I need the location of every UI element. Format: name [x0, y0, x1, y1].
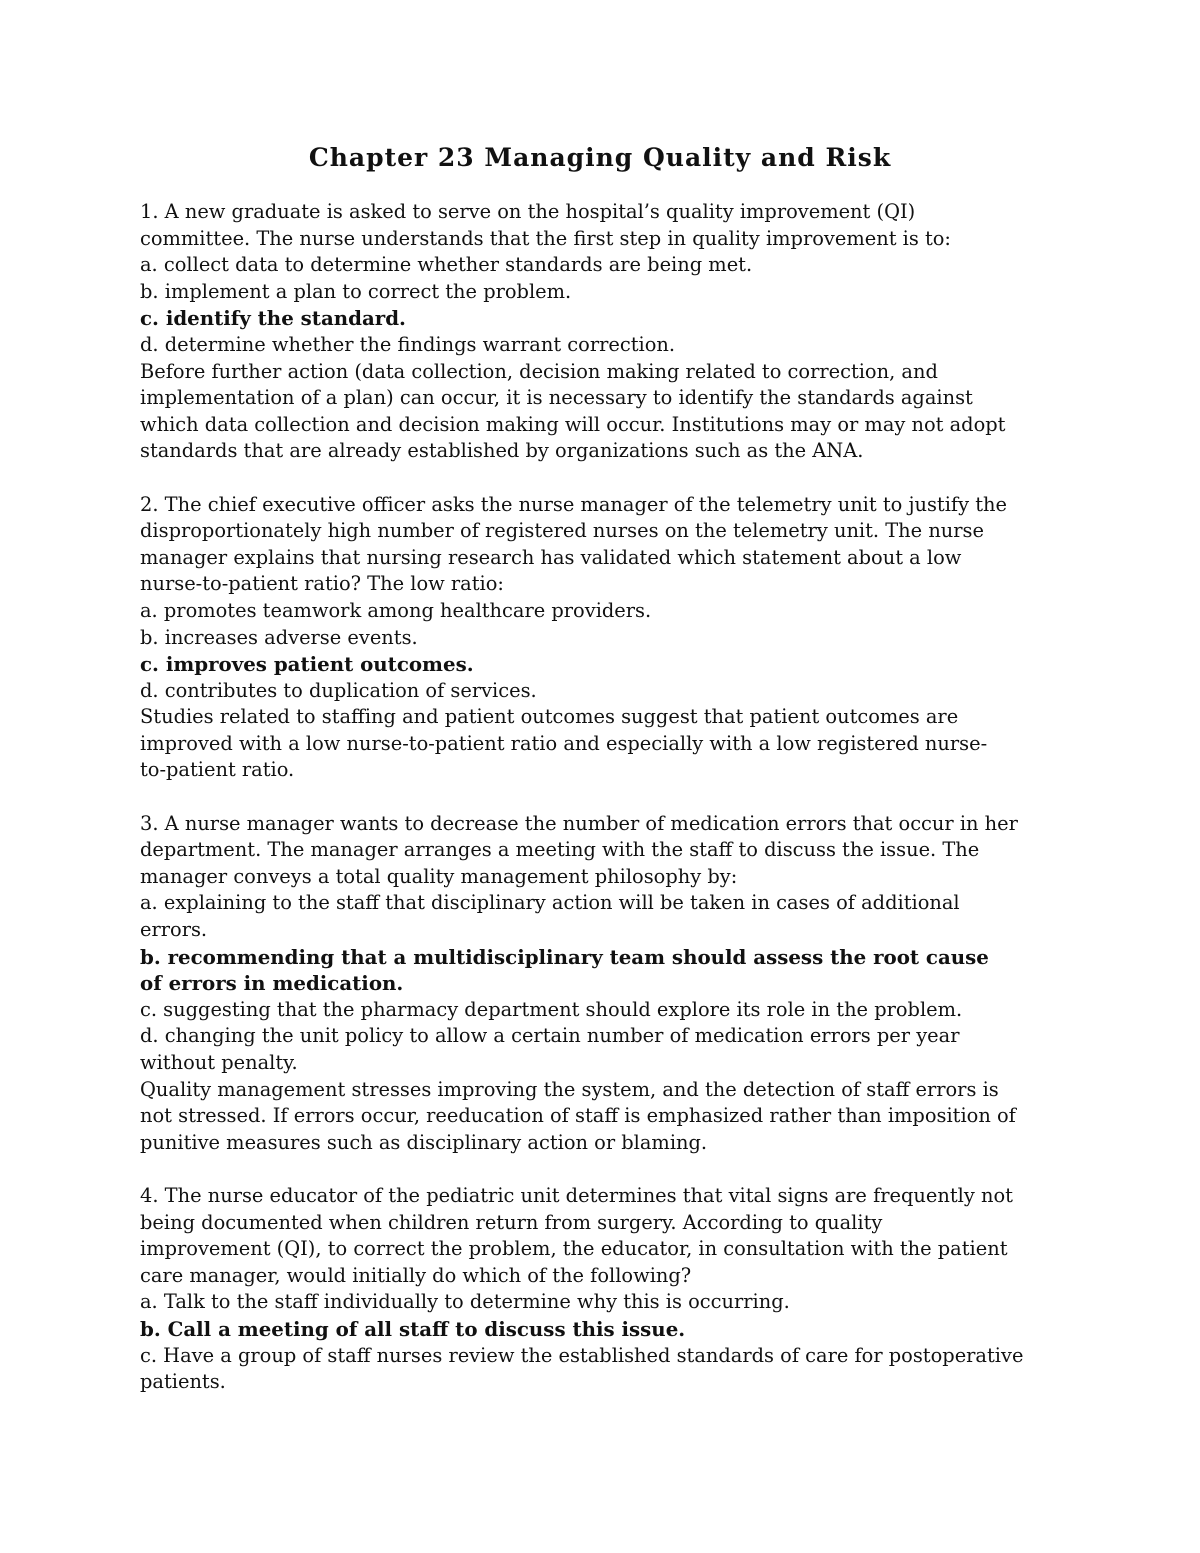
question-stem-line: committee. The nurse understands that the first step in quality improvement is to: [140, 226, 951, 250]
rationale-line: Quality management stresses improving the system, and the detection of staff errors is [140, 1077, 999, 1101]
answer-option: b. increases adverse events. [140, 625, 418, 649]
answer-option: patients. [140, 1370, 226, 1394]
correct-answer-option: b. recommending that a multidisciplinary team should assess the root cause [140, 944, 989, 969]
question-stem-line: nurse-to-patient ratio? The low ratio: [140, 572, 504, 596]
rationale-line: which data collection and decision making will occur. Institutions may or may not adopt [140, 412, 1006, 436]
question-4 [140, 1183, 1070, 1396]
rationale-line: not stressed. If errors occur, reeducation of staff is emphasized rather than imposition of [140, 1104, 1016, 1128]
answer-option: without penalty. [140, 1051, 298, 1074]
rationale-line: implementation of a plan) can occur, it is necessary to identify the standards against [140, 386, 973, 410]
question-2 [140, 492, 1070, 785]
question-1 [140, 199, 1070, 465]
answer-option: c. Have a group of staff nurses review the established standards of care for postoperative [140, 1343, 1024, 1367]
rationale-line: Before further action (data collection, decision making related to correction, and [140, 359, 938, 383]
question-stem-line: department. The manager arranges a meeting with the staff to discuss the issue. The [140, 838, 980, 862]
question-stem-line: disproportionately high number of registered nurses on the telemetry unit. The nurse [140, 519, 984, 543]
correct-answer-option: of errors in medication. [140, 971, 404, 996]
question-list [140, 199, 1070, 1422]
question-stem-line: being documented when children return from surgery. According to quality [140, 1210, 883, 1234]
answer-option: c. suggesting that the pharmacy department should explore its role in the problem. [140, 997, 963, 1021]
rationale-line: improved with a low nurse-to-patient ratio and especially with a low registered nurse- [140, 731, 988, 755]
rationale-line: standards that are already established by organizations such as the ANA. [140, 439, 864, 463]
question-stem-line: manager explains that nursing research has validated which statement about a low [140, 545, 962, 569]
answer-option: d. determine whether the findings warrant correction. [140, 332, 676, 356]
question-stem-line: 1. A new graduate is asked to serve on the hospital’s quality improvement (QI) [140, 200, 916, 223]
answer-option: a. explaining to the staff that disciplinary action will be taken in cases of additional [140, 891, 960, 915]
answer-option: a. Talk to the staff individually to determine why this is occurring. [140, 1290, 790, 1314]
correct-answer-option: c. improves patient outcomes. [140, 652, 474, 677]
question-stem-line: care manager, would initially do which of the following? [140, 1263, 692, 1287]
answer-option: b. implement a plan to correct the problem. [140, 279, 572, 303]
answer-option: a. collect data to determine whether standards are being met. [140, 253, 753, 277]
correct-answer-option: b. Call a meeting of all staff to discuss this issue. [140, 1316, 686, 1341]
question-stem-line: improvement (QI), to correct the problem, the educator, in consultation with the patient [140, 1237, 1008, 1261]
correct-answer-option: c. identify the standard. [140, 306, 406, 331]
question-stem-line: manager conveys a total quality management philosophy by: [140, 864, 738, 888]
rationale-line: to-patient ratio. [140, 758, 295, 782]
question-stem-line: 3. A nurse manager wants to decrease the number of medication errors that occur in her [140, 811, 1018, 835]
rationale-line: punitive measures such as disciplinary action or blaming. [140, 1130, 708, 1154]
answer-option: d. changing the unit policy to allow a certain number of medication errors per year [140, 1024, 960, 1048]
question-3 [140, 811, 1070, 1157]
page-title: Chapter 23 Managing Quality and Risk [308, 143, 892, 172]
answer-option: a. promotes teamwork among healthcare providers. [140, 598, 652, 622]
rationale-line: Studies related to staffing and patient outcomes suggest that patient outcomes are [140, 705, 959, 729]
question-stem-line: 4. The nurse educator of the pediatric unit determines that vital signs are frequently not [140, 1183, 1013, 1207]
question-stem-line: 2. The chief executive officer asks the nurse manager of the telemetry unit to justify the [140, 492, 1007, 516]
answer-option: errors. [140, 918, 208, 942]
answer-option: d. contributes to duplication of services. [140, 678, 537, 702]
